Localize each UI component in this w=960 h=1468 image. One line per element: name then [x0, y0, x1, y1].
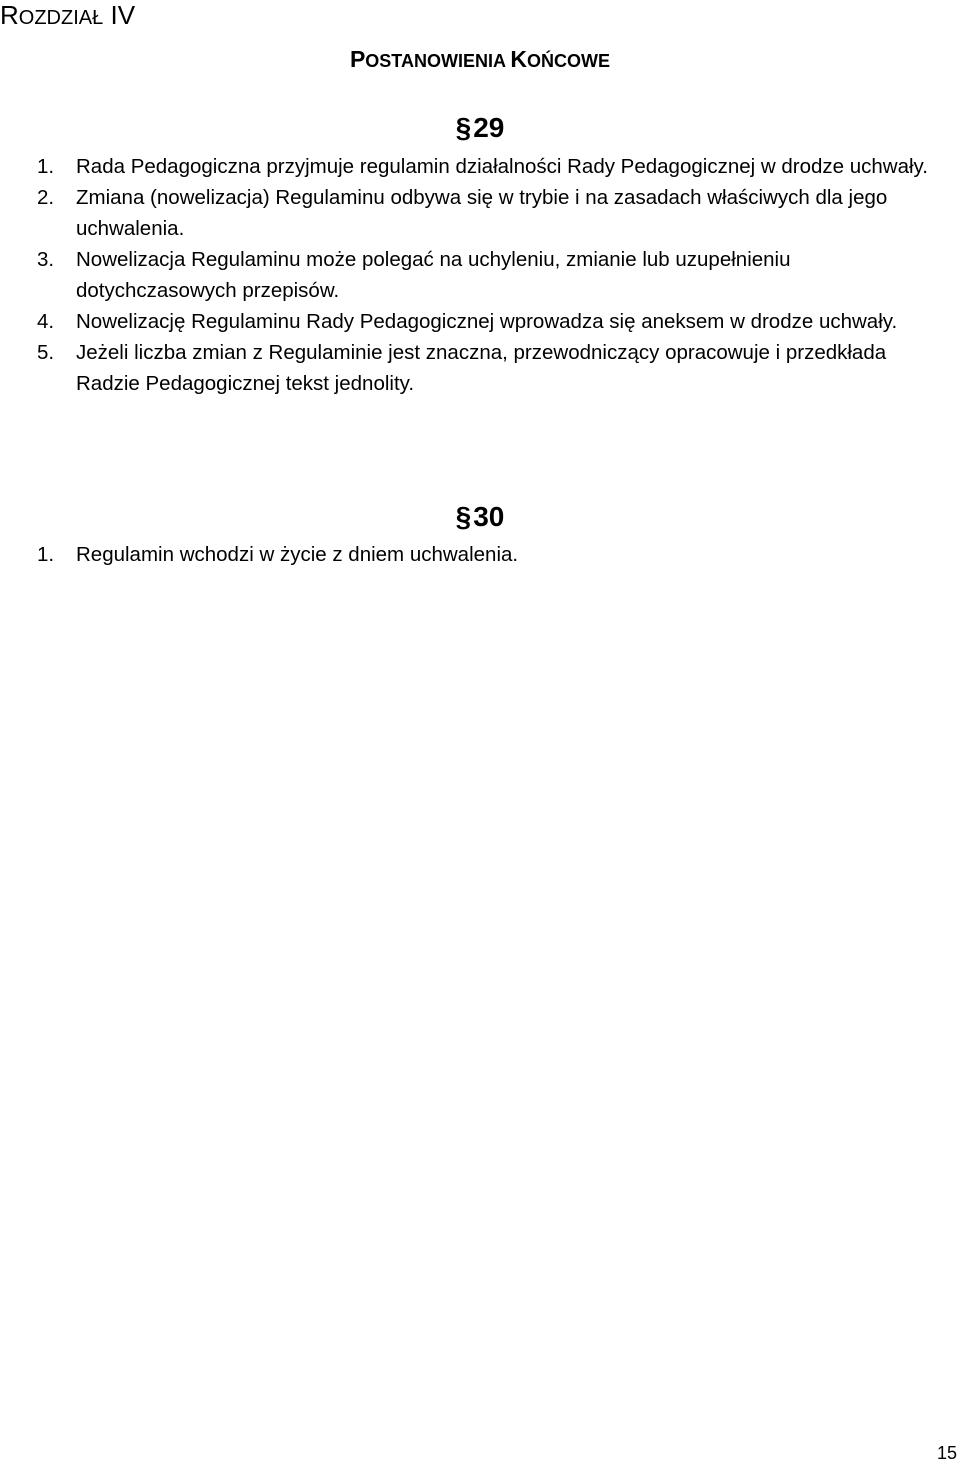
list-item-number: 2.	[37, 186, 55, 209]
page-number: 15	[937, 1443, 958, 1463]
list-item-number: 3.	[37, 248, 55, 271]
chapter-heading-initial: R	[0, 0, 19, 30]
section-title-word1-rest: OSTANOWIENIA	[365, 51, 506, 71]
paragraph-29-list	[0, 151, 945, 399]
list-item	[0, 337, 945, 399]
section-sign-icon: §	[455, 501, 472, 532]
list-item-number: 1.	[37, 543, 55, 566]
section-title	[0, 46, 960, 73]
paragraph-number: 29	[473, 112, 505, 143]
paragraph-30-list	[0, 539, 945, 570]
chapter-heading-numeral: IV	[110, 0, 136, 30]
section-title-word1-initial: P	[349, 46, 366, 72]
list-item	[0, 244, 945, 306]
chapter-heading-rest: OZDZIAŁ	[18, 7, 104, 29]
list-item-number: 5.	[37, 341, 55, 364]
list-item-text: Jeżeli liczba zmian z Regulaminie jest znaczna, przewodniczący opracowuje i przedkłada Radzie Pedagogicznej tekst jednolity.	[76, 341, 887, 395]
chapter-heading	[0, 0, 135, 33]
paragraph-number: 30	[473, 501, 505, 532]
list-item-text: Regulamin wchodzi w życie z dniem uchwalenia.	[76, 543, 519, 566]
list-item	[0, 182, 945, 244]
list-item-number: 4.	[37, 310, 55, 333]
list-item-text: Zmiana (nowelizacja) Regulaminu odbywa się w trybie i na zasadach właściwych dla jego uchwalenia.	[76, 186, 888, 240]
paragraph-heading-30	[0, 501, 960, 533]
list-item-text: Nowelizacja Regulaminu może polegać na uchyleniu, zmianie lub uzupełnieniu dotychczasowych przepisów.	[76, 248, 791, 302]
list-item	[0, 151, 945, 182]
list-item	[0, 539, 945, 570]
section-title-word2-rest: OŃCOWE	[527, 51, 611, 71]
list-item-number: 1.	[37, 155, 55, 178]
list-item-text: Nowelizację Regulaminu Rady Pedagogicznej wprowadza się aneksem w drodze uchwały.	[76, 310, 898, 333]
paragraph-heading-29	[0, 112, 960, 144]
section-title-word2-initial: K	[510, 46, 528, 72]
list-item-text: Rada Pedagogiczna przyjmuje regulamin działalności Rady Pedagogicznej w drodze uchwały.	[76, 155, 928, 178]
list-item	[0, 306, 945, 337]
section-sign-icon: §	[455, 112, 472, 143]
